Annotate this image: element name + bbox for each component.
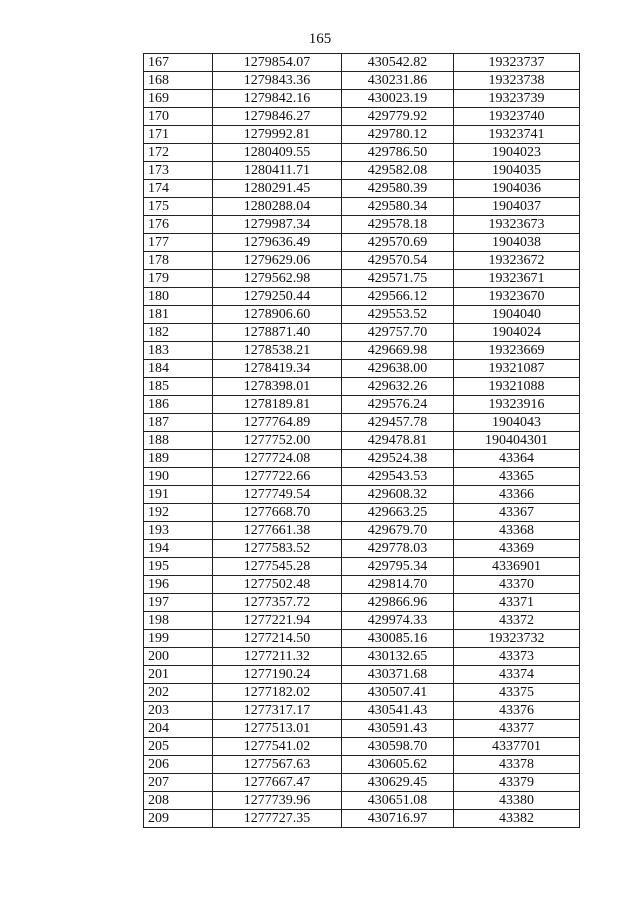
point-id-cell: 19323673	[454, 216, 580, 234]
table-row	[144, 756, 580, 774]
table-row	[144, 180, 580, 198]
point-number-cell: 180	[144, 288, 213, 306]
y-coordinate-cell: 429779.92	[342, 108, 454, 126]
point-number-cell: 208	[144, 792, 213, 810]
table-row	[144, 792, 580, 810]
y-coordinate-cell: 429576.24	[342, 396, 454, 414]
y-coordinate-cell: 429663.25	[342, 504, 454, 522]
y-coordinate-cell: 429580.39	[342, 180, 454, 198]
coordinates-table-body	[144, 54, 580, 828]
y-coordinate-cell: 429757.70	[342, 324, 454, 342]
x-coordinate-cell: 1277749.54	[213, 486, 342, 504]
point-id-cell: 1904038	[454, 234, 580, 252]
y-coordinate-cell: 429786.50	[342, 144, 454, 162]
table-row	[144, 630, 580, 648]
x-coordinate-cell: 1279846.27	[213, 108, 342, 126]
table-row	[144, 198, 580, 216]
point-id-cell: 1904037	[454, 198, 580, 216]
point-number-cell: 204	[144, 720, 213, 738]
point-number-cell: 200	[144, 648, 213, 666]
x-coordinate-cell: 1277724.08	[213, 450, 342, 468]
point-number-cell: 198	[144, 612, 213, 630]
x-coordinate-cell: 1278419.34	[213, 360, 342, 378]
point-id-cell: 43382	[454, 810, 580, 828]
coordinates-table	[143, 53, 580, 828]
y-coordinate-cell: 429638.00	[342, 360, 454, 378]
point-id-cell: 43372	[454, 612, 580, 630]
y-coordinate-cell: 429578.18	[342, 216, 454, 234]
y-coordinate-cell: 430598.70	[342, 738, 454, 756]
point-number-cell: 194	[144, 540, 213, 558]
point-number-cell: 201	[144, 666, 213, 684]
point-id-cell: 43368	[454, 522, 580, 540]
y-coordinate-cell: 429553.52	[342, 306, 454, 324]
point-number-cell: 168	[144, 72, 213, 90]
point-number-cell: 209	[144, 810, 213, 828]
point-id-cell: 19323669	[454, 342, 580, 360]
point-id-cell: 43380	[454, 792, 580, 810]
table-row	[144, 810, 580, 828]
x-coordinate-cell: 1277668.70	[213, 504, 342, 522]
x-coordinate-cell: 1280288.04	[213, 198, 342, 216]
x-coordinate-cell: 1280409.55	[213, 144, 342, 162]
table-row	[144, 162, 580, 180]
x-coordinate-cell: 1279854.07	[213, 54, 342, 72]
y-coordinate-cell: 429669.98	[342, 342, 454, 360]
point-id-cell: 190404301	[454, 432, 580, 450]
x-coordinate-cell: 1278538.21	[213, 342, 342, 360]
point-id-cell: 19323732	[454, 630, 580, 648]
point-number-cell: 178	[144, 252, 213, 270]
x-coordinate-cell: 1277667.47	[213, 774, 342, 792]
x-coordinate-cell: 1277661.38	[213, 522, 342, 540]
table-row	[144, 108, 580, 126]
x-coordinate-cell: 1279992.81	[213, 126, 342, 144]
table-row	[144, 666, 580, 684]
x-coordinate-cell: 1279629.06	[213, 252, 342, 270]
table-row	[144, 468, 580, 486]
table-row	[144, 414, 580, 432]
point-number-cell: 195	[144, 558, 213, 576]
y-coordinate-cell: 430023.19	[342, 90, 454, 108]
table-row	[144, 648, 580, 666]
y-coordinate-cell: 429780.12	[342, 126, 454, 144]
x-coordinate-cell: 1277502.48	[213, 576, 342, 594]
table-row	[144, 486, 580, 504]
table-row	[144, 594, 580, 612]
point-number-cell: 169	[144, 90, 213, 108]
point-id-cell: 19321088	[454, 378, 580, 396]
point-number-cell: 207	[144, 774, 213, 792]
x-coordinate-cell: 1279562.98	[213, 270, 342, 288]
point-number-cell: 187	[144, 414, 213, 432]
point-id-cell: 19323739	[454, 90, 580, 108]
point-id-cell: 19323671	[454, 270, 580, 288]
y-coordinate-cell: 430132.65	[342, 648, 454, 666]
x-coordinate-cell: 1277752.00	[213, 432, 342, 450]
x-coordinate-cell: 1277190.24	[213, 666, 342, 684]
y-coordinate-cell: 430231.86	[342, 72, 454, 90]
table-row	[144, 450, 580, 468]
table-row	[144, 540, 580, 558]
point-id-cell: 1904043	[454, 414, 580, 432]
point-id-cell: 43375	[454, 684, 580, 702]
table-row	[144, 576, 580, 594]
point-number-cell: 182	[144, 324, 213, 342]
table-row	[144, 774, 580, 792]
x-coordinate-cell: 1278189.81	[213, 396, 342, 414]
point-number-cell: 176	[144, 216, 213, 234]
point-id-cell: 19323738	[454, 72, 580, 90]
y-coordinate-cell: 429457.78	[342, 414, 454, 432]
point-id-cell: 1904035	[454, 162, 580, 180]
point-number-cell: 205	[144, 738, 213, 756]
point-id-cell: 1904024	[454, 324, 580, 342]
point-id-cell: 4336901	[454, 558, 580, 576]
point-id-cell: 19323740	[454, 108, 580, 126]
point-id-cell: 43366	[454, 486, 580, 504]
y-coordinate-cell: 429795.34	[342, 558, 454, 576]
x-coordinate-cell: 1279636.49	[213, 234, 342, 252]
point-number-cell: 173	[144, 162, 213, 180]
point-id-cell: 43367	[454, 504, 580, 522]
table-row	[144, 522, 580, 540]
point-id-cell: 19323741	[454, 126, 580, 144]
point-id-cell: 1904040	[454, 306, 580, 324]
y-coordinate-cell: 429814.70	[342, 576, 454, 594]
point-id-cell: 43379	[454, 774, 580, 792]
point-id-cell: 19323916	[454, 396, 580, 414]
y-coordinate-cell: 430716.97	[342, 810, 454, 828]
y-coordinate-cell: 430542.82	[342, 54, 454, 72]
y-coordinate-cell: 429679.70	[342, 522, 454, 540]
x-coordinate-cell: 1277541.02	[213, 738, 342, 756]
y-coordinate-cell: 429778.03	[342, 540, 454, 558]
point-id-cell: 43376	[454, 702, 580, 720]
x-coordinate-cell: 1277722.66	[213, 468, 342, 486]
table-row	[144, 270, 580, 288]
point-id-cell: 19323672	[454, 252, 580, 270]
y-coordinate-cell: 429543.53	[342, 468, 454, 486]
y-coordinate-cell: 429570.69	[342, 234, 454, 252]
table-row	[144, 342, 580, 360]
point-id-cell: 43377	[454, 720, 580, 738]
table-row	[144, 72, 580, 90]
y-coordinate-cell: 430605.62	[342, 756, 454, 774]
table-row	[144, 54, 580, 72]
y-coordinate-cell: 429582.08	[342, 162, 454, 180]
point-number-cell: 206	[144, 756, 213, 774]
point-number-cell: 196	[144, 576, 213, 594]
x-coordinate-cell: 1277357.72	[213, 594, 342, 612]
x-coordinate-cell: 1278398.01	[213, 378, 342, 396]
point-number-cell: 174	[144, 180, 213, 198]
table-row	[144, 702, 580, 720]
x-coordinate-cell: 1278871.40	[213, 324, 342, 342]
point-number-cell: 183	[144, 342, 213, 360]
table-row	[144, 288, 580, 306]
y-coordinate-cell: 429608.32	[342, 486, 454, 504]
point-number-cell: 177	[144, 234, 213, 252]
table-row	[144, 126, 580, 144]
y-coordinate-cell: 429974.33	[342, 612, 454, 630]
table-row	[144, 144, 580, 162]
table-row	[144, 324, 580, 342]
table-row	[144, 558, 580, 576]
point-number-cell: 188	[144, 432, 213, 450]
point-number-cell: 170	[144, 108, 213, 126]
point-id-cell: 43364	[454, 450, 580, 468]
y-coordinate-cell: 430085.16	[342, 630, 454, 648]
table-row	[144, 234, 580, 252]
point-number-cell: 181	[144, 306, 213, 324]
y-coordinate-cell: 429570.54	[342, 252, 454, 270]
x-coordinate-cell: 1277545.28	[213, 558, 342, 576]
x-coordinate-cell: 1280291.45	[213, 180, 342, 198]
y-coordinate-cell: 430629.45	[342, 774, 454, 792]
y-coordinate-cell: 429571.75	[342, 270, 454, 288]
x-coordinate-cell: 1277739.96	[213, 792, 342, 810]
x-coordinate-cell: 1277513.01	[213, 720, 342, 738]
y-coordinate-cell: 430541.43	[342, 702, 454, 720]
table-row	[144, 432, 580, 450]
x-coordinate-cell: 1277214.50	[213, 630, 342, 648]
point-number-cell: 167	[144, 54, 213, 72]
x-coordinate-cell: 1277211.32	[213, 648, 342, 666]
y-coordinate-cell: 430371.68	[342, 666, 454, 684]
x-coordinate-cell: 1277727.35	[213, 810, 342, 828]
point-number-cell: 190	[144, 468, 213, 486]
table-row	[144, 306, 580, 324]
point-id-cell: 19323670	[454, 288, 580, 306]
table-row	[144, 90, 580, 108]
table-row	[144, 216, 580, 234]
x-coordinate-cell: 1278906.60	[213, 306, 342, 324]
point-number-cell: 192	[144, 504, 213, 522]
y-coordinate-cell: 429566.12	[342, 288, 454, 306]
y-coordinate-cell: 430591.43	[342, 720, 454, 738]
point-id-cell: 43374	[454, 666, 580, 684]
table-row	[144, 612, 580, 630]
point-id-cell: 1904023	[454, 144, 580, 162]
point-number-cell: 193	[144, 522, 213, 540]
x-coordinate-cell: 1279842.16	[213, 90, 342, 108]
point-number-cell: 179	[144, 270, 213, 288]
point-number-cell: 185	[144, 378, 213, 396]
x-coordinate-cell: 1277221.94	[213, 612, 342, 630]
y-coordinate-cell: 429580.34	[342, 198, 454, 216]
point-id-cell: 43371	[454, 594, 580, 612]
table-row	[144, 684, 580, 702]
x-coordinate-cell: 1277764.89	[213, 414, 342, 432]
x-coordinate-cell: 1279987.34	[213, 216, 342, 234]
point-number-cell: 203	[144, 702, 213, 720]
table-row	[144, 252, 580, 270]
point-number-cell: 184	[144, 360, 213, 378]
point-number-cell: 199	[144, 630, 213, 648]
y-coordinate-cell: 430651.08	[342, 792, 454, 810]
point-number-cell: 202	[144, 684, 213, 702]
point-number-cell: 197	[144, 594, 213, 612]
y-coordinate-cell: 429632.26	[342, 378, 454, 396]
y-coordinate-cell: 429478.81	[342, 432, 454, 450]
point-id-cell: 43365	[454, 468, 580, 486]
point-id-cell: 43370	[454, 576, 580, 594]
point-id-cell: 19323737	[454, 54, 580, 72]
x-coordinate-cell: 1277583.52	[213, 540, 342, 558]
table-row	[144, 396, 580, 414]
point-number-cell: 171	[144, 126, 213, 144]
table-row	[144, 720, 580, 738]
y-coordinate-cell: 429524.38	[342, 450, 454, 468]
page-number: 165	[308, 31, 332, 47]
point-number-cell: 189	[144, 450, 213, 468]
x-coordinate-cell: 1280411.71	[213, 162, 342, 180]
x-coordinate-cell: 1277182.02	[213, 684, 342, 702]
x-coordinate-cell: 1277317.17	[213, 702, 342, 720]
point-id-cell: 19321087	[454, 360, 580, 378]
table-row	[144, 738, 580, 756]
point-id-cell: 1904036	[454, 180, 580, 198]
point-id-cell: 4337701	[454, 738, 580, 756]
y-coordinate-cell: 429866.96	[342, 594, 454, 612]
x-coordinate-cell: 1277567.63	[213, 756, 342, 774]
x-coordinate-cell: 1279843.36	[213, 72, 342, 90]
x-coordinate-cell: 1279250.44	[213, 288, 342, 306]
table-row	[144, 378, 580, 396]
point-number-cell: 172	[144, 144, 213, 162]
point-number-cell: 175	[144, 198, 213, 216]
point-id-cell: 43369	[454, 540, 580, 558]
point-id-cell: 43373	[454, 648, 580, 666]
table-row	[144, 360, 580, 378]
point-number-cell: 191	[144, 486, 213, 504]
point-id-cell: 43378	[454, 756, 580, 774]
y-coordinate-cell: 430507.41	[342, 684, 454, 702]
table-row	[144, 504, 580, 522]
point-number-cell: 186	[144, 396, 213, 414]
